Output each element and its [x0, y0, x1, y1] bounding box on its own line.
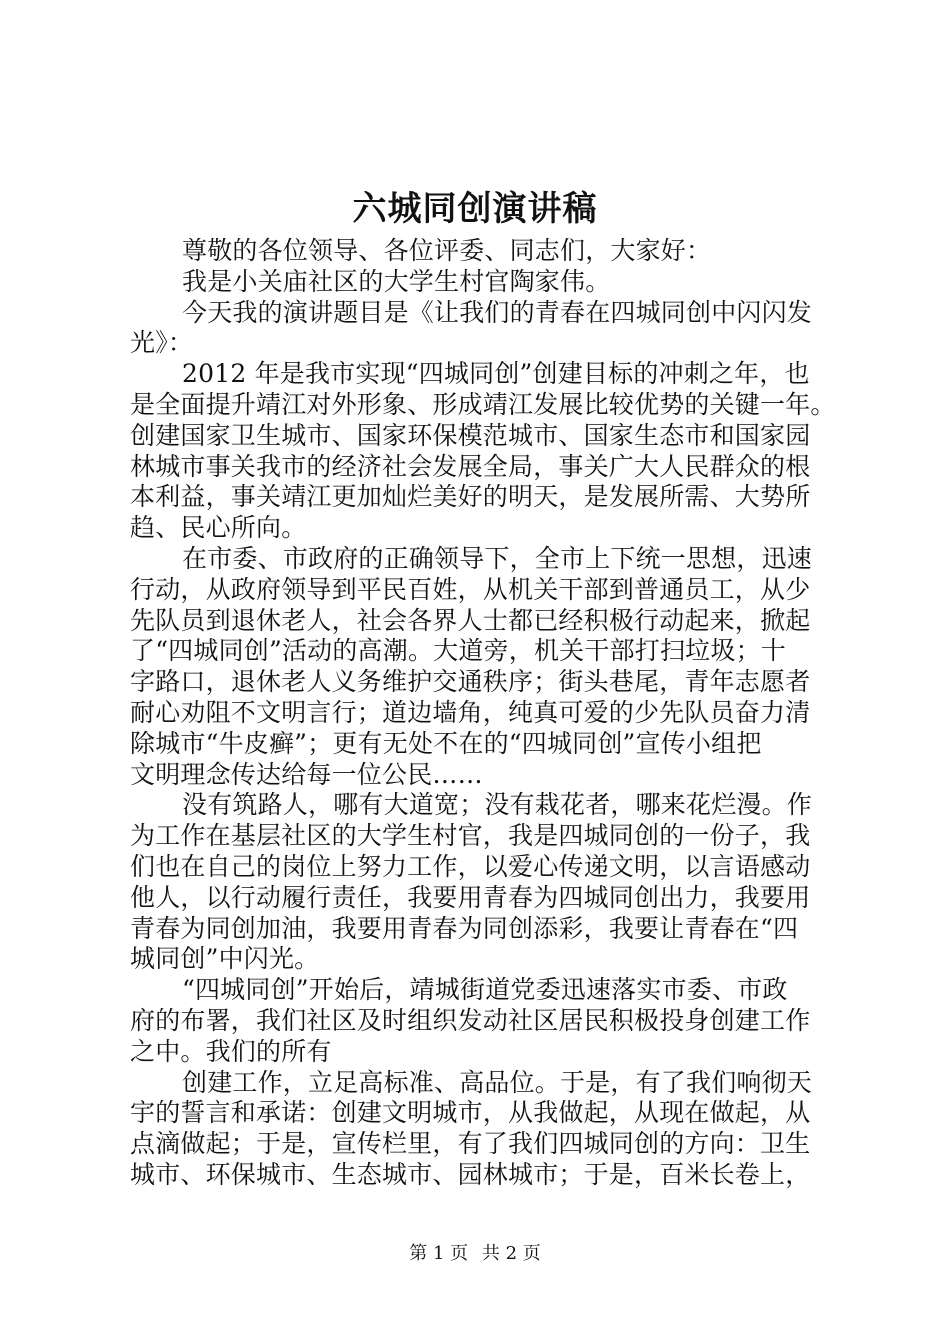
- text-line: 之中。我们的所有: [130, 1036, 332, 1066]
- text-line: 点滴做起；于是，宣传栏里，有了我们四城同创的方向：卫生: [130, 1129, 811, 1159]
- text-line: 了“四城同创”活动的高潮。大道旁，机关干部打扫垃圾；十: [130, 636, 786, 666]
- document-title: 六城同创演讲稿: [352, 189, 598, 229]
- page-footer: [0, 1242, 950, 1266]
- text-line: 林城市事关我市的经济社会发展全局，事关广大人民群众的根: [130, 451, 811, 481]
- text-line: 今天我的演讲题目是《让我们的青春在四城同创中闪闪发: [182, 297, 813, 327]
- text-line: 没有筑路人，哪有大道宽；没有栽花者，哪来花烂漫。作: [182, 790, 813, 820]
- text-line: 耐心劝阻不文明言行；道边墙角，纯真可爱的少先队员奋力清: [130, 697, 811, 727]
- text-line: 为工作在基层社区的大学生村官，我是四城同创的一份子，我: [130, 821, 811, 851]
- text-line: 文明理念传达给每一位公民……: [130, 759, 483, 789]
- text-line: 行动，从政府领导到平民百姓，从机关干部到普通员工，从少: [130, 574, 811, 604]
- text-line: 创建工作，立足高标准、高品位。于是，有了我们响彻天: [182, 1067, 813, 1097]
- text-line: 本利益，事关靖江更加灿烂美好的明天，是发展所需、大势所: [130, 482, 811, 512]
- text-line: 2012 年是我市实现“四城同创”创建目标的冲刺之年，也: [182, 359, 810, 389]
- text-line: 在市委、市政府的正确领导下，全市上下统一思想，迅速: [182, 543, 813, 573]
- text-line: 他人，以行动履行责任，我要用青春为四城同创出力，我要用: [130, 882, 811, 912]
- text-line: 尊敬的各位领导、各位评委、同志们，大家好：: [182, 236, 712, 265]
- text-line: 我是小关庙社区的大学生村官陶家伟。: [182, 266, 611, 296]
- page-number: 第 1 页: [409, 1243, 469, 1264]
- text-line: 府的布署，我们社区及时组织发动社区居民积极投身创建工作: [130, 1005, 811, 1035]
- page-total: 共 2 页: [481, 1243, 541, 1264]
- text-line: 先队员到退休老人，社会各界人士都已经积极行动起来，掀起: [130, 605, 811, 635]
- text-line: 城同创”中闪光。: [130, 944, 320, 974]
- text-line: “四城同创”开始后，靖城街道党委迅速落实市委、市政: [182, 975, 788, 1005]
- text-line: 城市、环保城市、生态城市、园林城市；于是，百米长卷上，: [130, 1159, 811, 1189]
- text-line: 光》：: [130, 328, 194, 358]
- text-line: 宇的誓言和承诺：创建文明城市，从我做起，从现在做起，从: [130, 1098, 811, 1128]
- text-line: 青春为同创加油，我要用青春为同创添彩，我要让青春在“四: [130, 913, 799, 943]
- text-line: 们也在自己的岗位上努力工作，以爱心传递文明，以言语感动: [130, 851, 811, 881]
- text-line: 趋、民心所向。: [130, 513, 307, 543]
- text-line: 除城市“牛皮癣”；更有无处不在的“四城同创”宣传小组把: [130, 728, 762, 758]
- text-line: 创建国家卫生城市、国家环保模范城市、国家生态市和国家园: [130, 420, 811, 450]
- text-line: 字路口，退休老人义务维护交通秩序；街头巷尾，青年志愿者: [130, 667, 811, 697]
- document-body: [130, 236, 836, 1191]
- text-line: 是全面提升靖江对外形象、形成靖江发展比较优势的关键一年。: [130, 389, 836, 419]
